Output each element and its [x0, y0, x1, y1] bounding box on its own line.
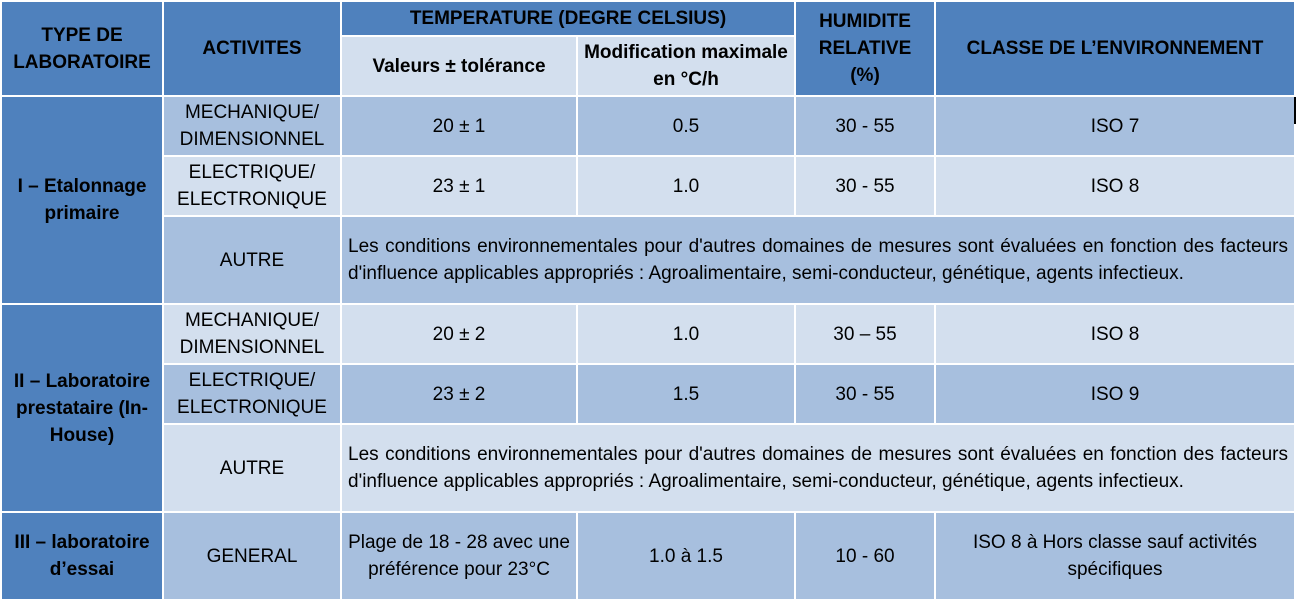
temperature-cell: 23 ± 2	[341, 364, 577, 424]
laboratory-type-cell: III – laboratoire d’essai	[1, 512, 163, 600]
header-environment-class: CLASSE DE L’ENVIRONNEMENT	[935, 1, 1295, 96]
humidity-cell: 30 - 55	[795, 156, 935, 216]
activity-cell: AUTRE	[163, 216, 341, 304]
header-humidity: HUMIDITE RELATIVE (%)	[795, 1, 935, 96]
table-row	[1, 304, 1295, 364]
temperature-cell: Plage de 18 - 28 avec une préférence pour 23°C	[341, 512, 577, 600]
humidity-cell: 30 - 55	[795, 96, 935, 156]
activity-cell: MECHANIQUE/ DIMENSIONNEL	[163, 304, 341, 364]
activity-cell: GENERAL	[163, 512, 341, 600]
note-cell: Les conditions environnementales pour d'autres domaines de mesures sont évaluées en fonction des facteurs d'influence applicables appropriés : Agroalimentaire, semi-conducteur, génétique, agents infectieux.	[341, 424, 1295, 512]
laboratory-type-cell: I – Etalonnage primaire	[1, 96, 163, 304]
activity-cell: AUTRE	[163, 424, 341, 512]
header-temperature: TEMPERATURE (DEGRE CELSIUS)	[341, 1, 795, 36]
laboratory-type-cell: II – Laboratoire prestataire (In-House)	[1, 304, 163, 512]
header-temp-values: Valeurs ± tolérance	[341, 36, 577, 96]
temp-modification-cell: 1.0 à 1.5	[577, 512, 795, 600]
temp-modification-cell: 0.5	[577, 96, 795, 156]
table-row	[1, 96, 1295, 156]
humidity-cell: 30 – 55	[795, 304, 935, 364]
environment-class-cell: ISO 8	[935, 304, 1295, 364]
temp-modification-cell: 1.0	[577, 156, 795, 216]
temperature-cell: 20 ± 2	[341, 304, 577, 364]
text-cursor	[1294, 97, 1296, 124]
activity-cell: ELECTRIQUE/ ELECTRONIQUE	[163, 364, 341, 424]
humidity-cell: 10 - 60	[795, 512, 935, 600]
temp-modification-cell: 1.5	[577, 364, 795, 424]
table-row	[1, 364, 1295, 424]
header-activities: ACTIVITES	[163, 1, 341, 96]
environment-class-cell: ISO 8 à Hors classe sauf activités spécifiques	[935, 512, 1295, 600]
header-temp-modification: Modification maximale en °C/h	[577, 36, 795, 96]
humidity-cell: 30 - 55	[795, 364, 935, 424]
header-laboratory-type: TYPE DE LABORATOIRE	[1, 1, 163, 96]
table-row	[1, 424, 1295, 512]
environment-class-cell: ISO 7	[935, 96, 1295, 156]
temp-modification-cell: 1.0	[577, 304, 795, 364]
environment-class-cell: ISO 8	[935, 156, 1295, 216]
activity-cell: ELECTRIQUE/ ELECTRONIQUE	[163, 156, 341, 216]
table-row	[1, 156, 1295, 216]
temperature-cell: 23 ± 1	[341, 156, 577, 216]
table-row	[1, 512, 1295, 600]
activity-cell: MECHANIQUE/ DIMENSIONNEL	[163, 96, 341, 156]
temperature-cell: 20 ± 1	[341, 96, 577, 156]
table-row	[1, 216, 1295, 304]
environment-class-cell: ISO 9	[935, 364, 1295, 424]
note-cell: Les conditions environnementales pour d'autres domaines de mesures sont évaluées en fonction des facteurs d'influence applicables appropriés : Agroalimentaire, semi-conducteur, génétique, agents infectieux.	[341, 216, 1295, 304]
